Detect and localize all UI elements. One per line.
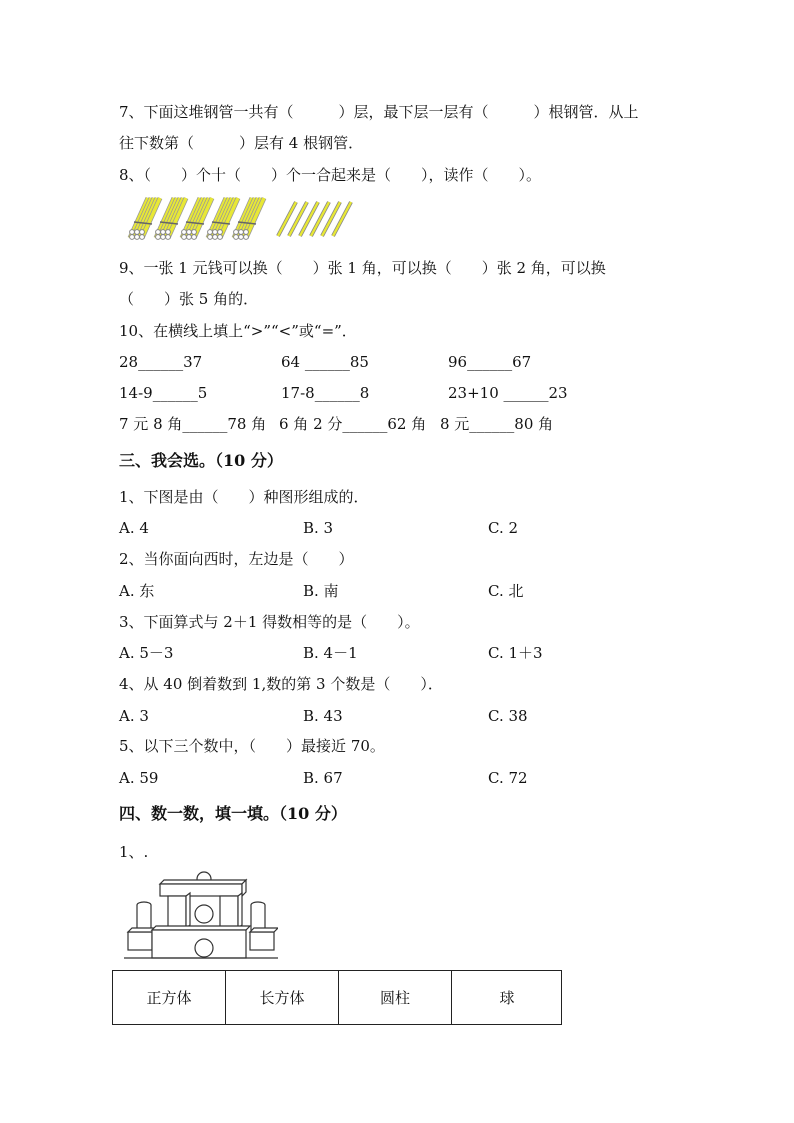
s3-q3-option-a: A. 5－3 [119,644,174,662]
q10-item: 14-9______5 [119,384,208,402]
q10-item: 7 元 8 角______78 角 [119,415,267,433]
s3-q5-option-c: C. 72 [488,769,528,787]
s3-q4-option-c: C. 38 [488,707,528,725]
q10-item: 6 角 2 分______62 角 [279,415,427,433]
section4-title: 四、数一数，填一填。（10 分） [119,804,347,823]
table-cell-sphere: 球 [499,989,515,1007]
q10-item: 64 ______85 [281,353,369,371]
block-building-illustration [124,868,278,964]
q7-line2: 往下数第（ ）层有 4 根钢管． [119,134,364,152]
s3-q3-option-c: C. 1＋3 [488,644,543,662]
q10-item: 23+10 ______23 [448,384,568,402]
q9-line1: 9、一张 1 元钱可以换（ ）张 1 角，可以换（ ）张 2 角，可以换 [119,259,606,277]
s3-q1-option-c: C. 2 [488,519,519,537]
s3-q1-option-b: B. 3 [303,519,334,537]
q10-item: 8 元______80 角 [440,415,554,433]
s3-q5-option-a: A. 59 [119,769,159,787]
s3-q2-option-a: A. 东 [119,582,155,600]
s3-q3: 3、下面算式与 2＋1 得数相等的是（ ）。 [119,613,420,631]
q10-item: 96______67 [448,353,532,371]
table-cell-cuboid: 长方体 [259,989,305,1007]
table-cell-cube: 正方体 [146,989,192,1007]
q9-line2: （ ）张 5 角的． [119,290,259,308]
s3-q2-option-b: B. 南 [303,582,339,600]
s3-q2: 2、当你面向西时，左边是（ ） [119,550,354,568]
q10-item: 28______37 [119,353,203,371]
s4-q1: 1、. [119,843,149,861]
stick-bundles-illustration [126,194,356,244]
s3-q4-option-a: A. 3 [119,707,149,725]
shape-count-table [112,970,562,1025]
s3-q1-option-a: A. 4 [119,519,149,537]
q8-text: 8、（ ）个十（ ）个一合起来是（ ），读作（ ）。 [119,166,542,184]
ten-stick-bundle [234,198,264,239]
s3-q1: 1、下图是由（ ）种图形组成的． [119,488,369,506]
s3-q2-option-c: C. 北 [488,582,524,600]
s3-q3-option-b: B. 4－1 [303,644,358,662]
s3-q4: 4、从 40 倒着数到 1,数的第 3 个数是（ ）． [119,675,443,693]
s3-q5-option-b: B. 67 [303,769,343,787]
q10-item: 17-8______8 [281,384,370,402]
table-cell-cylinder: 圆柱 [379,989,410,1007]
s3-q4-option-b: B. 43 [303,707,343,725]
s3-q5: 5、以下三个数中，（ ）最接近 70。 [119,737,385,755]
q10-title: 10、在横线上填上“>”“<”或“=”． [119,322,357,340]
q7-line1: 7、下面这堆钢管一共有（ ）层，最下层一层有（ ）根钢管．从上 [119,103,639,121]
section3-title: 三、我会选。（10 分） [119,451,283,470]
